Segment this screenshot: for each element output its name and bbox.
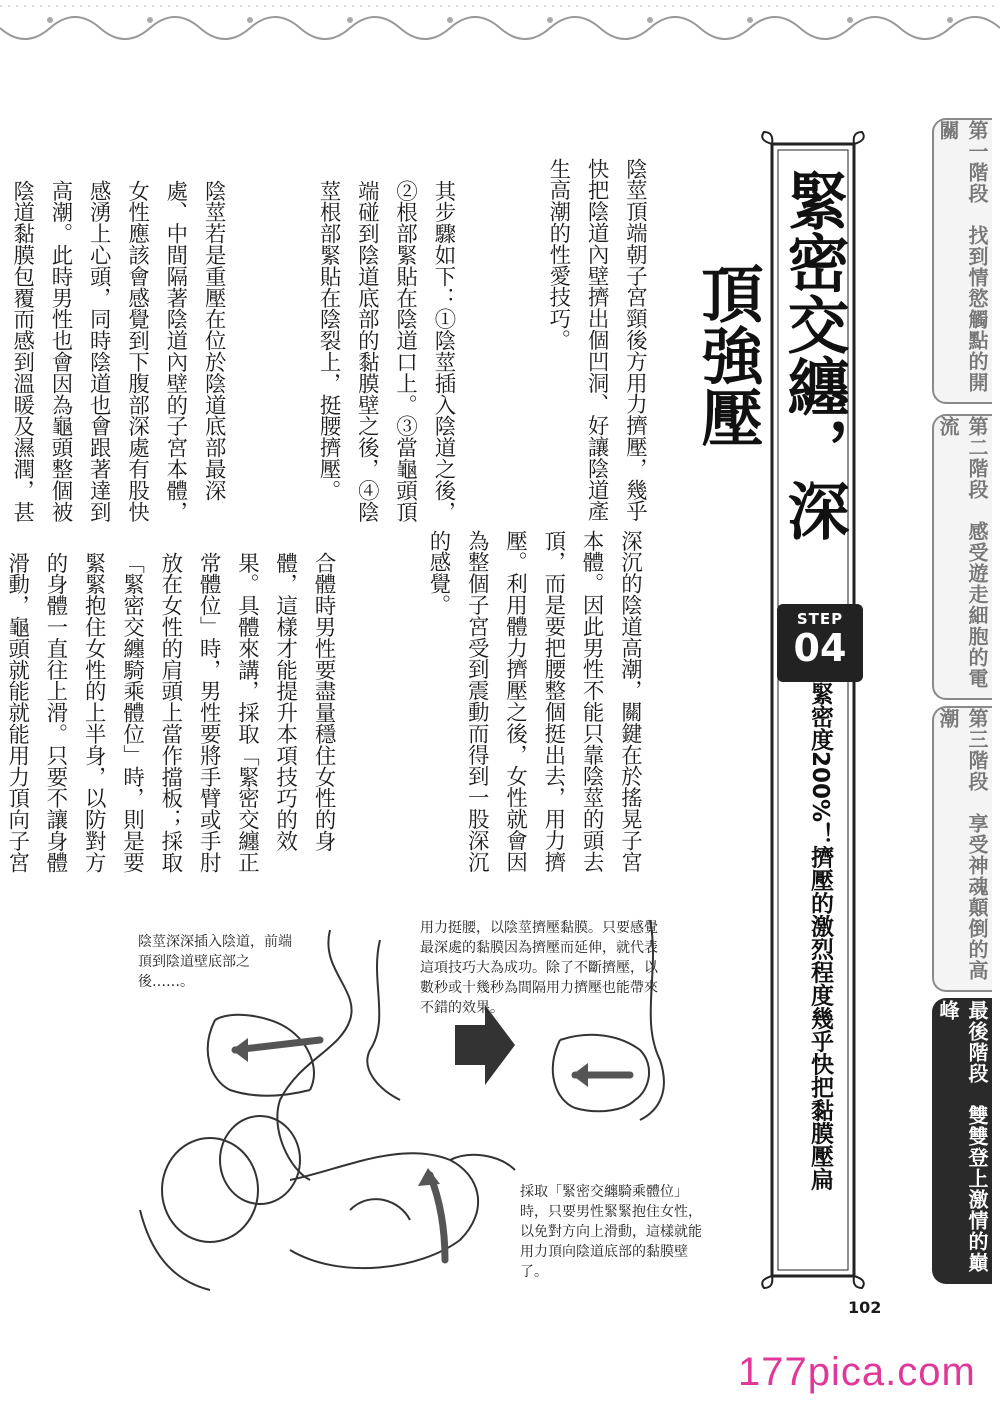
watermark: 177pica.com — [738, 1350, 976, 1394]
page-number: 102 — [848, 1298, 882, 1317]
page-subtitle: 緊密度200%！擠壓的激烈程度幾乎快把黏膜壓扁 — [807, 682, 833, 1191]
tab-stage-3[interactable]: 第三階段 享受神魂顛倒的高潮 — [932, 706, 992, 992]
paragraph: 合體時男性要盡量穩住女性的身體，這樣才能提升本項技巧的效果。具體來講，採取「緊密交纏正常體位」時，男性要將手臂或手肘放在女性的肩頭上當作擋板；採取「緊密交纏騎乘體位」時，則是要緊緊抱住女性的上半身，以防對方的身體一直往上滑。只要不讓身體滑動，龜頭就能就能用力頂向子宮 — [4, 552, 337, 873]
paragraph: 陰莖頂端朝子宮頸後方用力擠壓，幾乎快把陰道內壁擠出個凹洞、好讓陰道產生高潮的性愛技巧。 — [545, 158, 648, 522]
caption-right: 用力挺腰，以陰莖擠壓黏膜。只要感覺最深處的黏膜因為擠壓而延伸，就代表這項技巧大為成功。除了不斷擠壓，以數秒或十幾秒為間隔用力擠壓也能帶來不錯的效果。 — [420, 920, 658, 1016]
tab-stage-1[interactable]: 第一階段 找到情慾觸點的開關 — [932, 118, 992, 404]
paragraph: 深沉的陰道高潮，關鍵在於搖晃子宮本體。因此男性不能只靠陰莖的頭去頂，而是要把腰整個挺出去，用力擠壓。利用體力擠壓之後，女性就會因為整個子宮受到震動而得到一股深沉的感覺。 — [425, 530, 643, 873]
body-text-lower — [4, 530, 725, 890]
caption-bottom: 採取「緊密交纏騎乘體位」時，只要男性緊緊抱住女性，以免對方向上滑動，這樣就能用力頂向陰道底部的黏膜壁了。 — [520, 1184, 702, 1280]
step-badge — [777, 604, 863, 682]
body-text-upper — [9, 158, 730, 540]
step-number: 04 — [793, 626, 847, 670]
decorative-lace-border — [0, 0, 1000, 60]
step-label: STEP — [796, 610, 844, 628]
tab-stage-final[interactable]: 最後階段 雙雙登上激情的巔峰 — [932, 998, 992, 1284]
tab-stage-2[interactable]: 第二階段 感受遊走細胞的電流 — [932, 414, 992, 700]
paragraph: 陰莖若是重壓在位於陰道底部最深處、中間隔著陰道內壁的子宮本體，女性應該會感覺到下腹部深處有股快感湧上心頭，同時陰道也會跟著達到高潮。此時男性也會因為龜頭整個被陰道黏膜包覆而感到溫暖及濕潤，甚 — [9, 180, 227, 523]
caption-left: 陰莖深深插入陰道，前端頂到陰道壁底部之後……。 — [138, 934, 292, 990]
page-title: 緊密交纏，深頂強壓 — [691, 169, 850, 541]
paragraph: 其步驟如下：①陰莖插入陰道之後，②根部緊貼在陰道口上。③當龜頭頂端碰到陰道底部的黏膜壁之後，④陰莖根部緊貼在陰裂上，挺腰擠壓。 — [316, 180, 456, 523]
